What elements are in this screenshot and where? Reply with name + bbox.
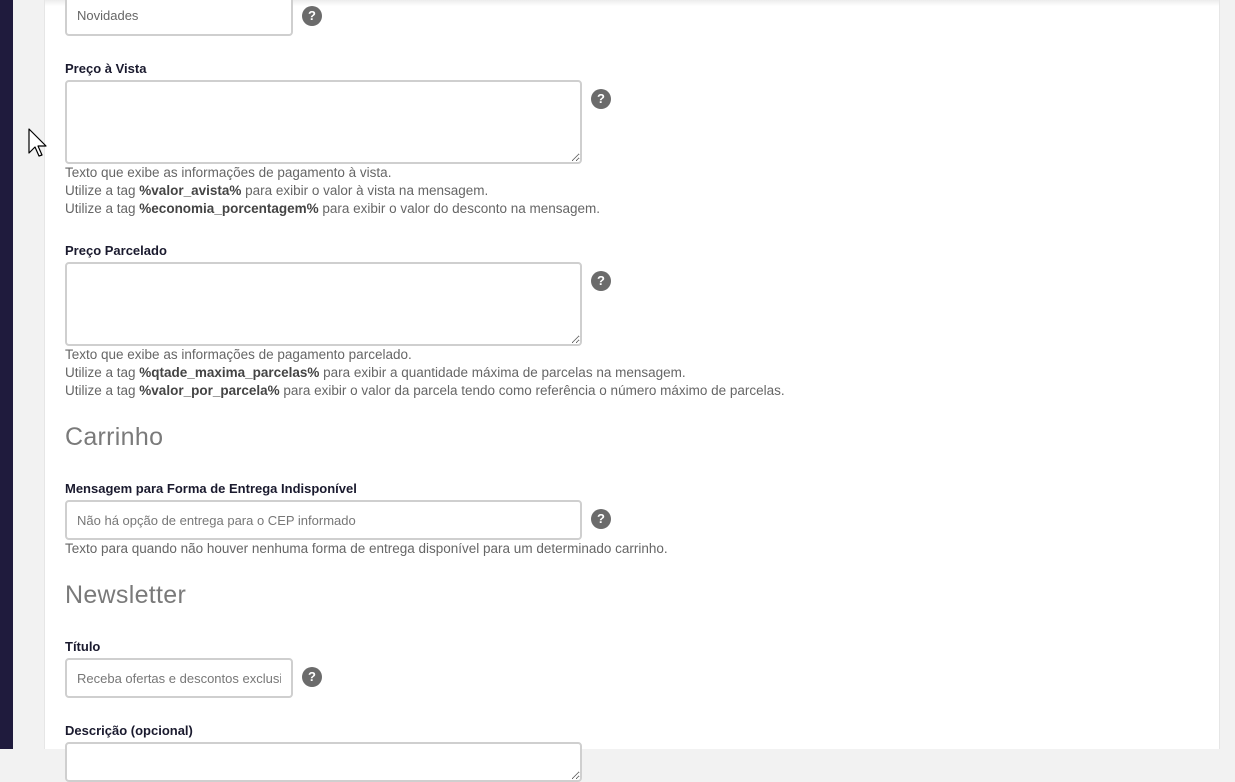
question-circle-icon[interactable]: ? [302, 6, 322, 26]
tag-code: %economia_porcentagem% [139, 201, 319, 216]
entrega-indisponivel-label: Mensagem para Forma de Entrega Indisponível [65, 481, 357, 496]
entrega-indisponivel-input[interactable] [65, 500, 582, 540]
question-circle-icon[interactable]: ? [591, 89, 611, 109]
newsletter-titulo-input[interactable] [65, 658, 293, 698]
newsletter-descricao-label: Descrição (opcional) [65, 723, 193, 738]
help-text: Utilize a tag [65, 183, 140, 198]
help-text-line [65, 182, 600, 200]
mouse-pointer-icon [28, 128, 48, 158]
help-text-line: Texto que exibe as informações de pagamento parcelado. [65, 347, 412, 362]
settings-panel [44, 0, 1220, 749]
help-text: para exibir o valor do desconto na mensagem. [318, 201, 601, 216]
help-text: Utilize a tag [65, 201, 140, 216]
help-text: para exibir o valor da parcela tendo como referência o número máximo de parcelas. [279, 383, 785, 398]
preco-parcelado-label: Preço Parcelado [65, 243, 167, 258]
help-text-line [65, 382, 785, 400]
section-title-carrinho: Carrinho [65, 423, 164, 451]
question-circle-icon[interactable]: ? [591, 509, 611, 529]
question-circle-icon[interactable]: ? [591, 271, 611, 291]
novidades-input[interactable] [65, 0, 293, 36]
help-text-line [65, 200, 600, 218]
preco-parcelado-textarea[interactable] [65, 262, 582, 346]
preco-vista-label: Preço à Vista [65, 61, 147, 76]
tag-code: %qtade_maxima_parcelas% [139, 365, 320, 380]
app-sidebar-edge [0, 0, 13, 749]
help-text: para exibir o valor à vista na mensagem. [241, 183, 489, 198]
preco-vista-help [65, 164, 600, 218]
newsletter-titulo-label: Título [65, 639, 101, 654]
preco-parcelado-help [65, 346, 785, 400]
tag-code: %valor_por_parcela% [139, 383, 280, 398]
tag-code: %valor_avista% [139, 183, 242, 198]
entrega-indisponivel-help: Texto para quando não houver nenhuma forma de entrega disponível para um determinado carrinho. [65, 541, 668, 556]
help-text: Utilize a tag [65, 365, 140, 380]
newsletter-descricao-textarea[interactable] [65, 742, 582, 782]
question-circle-icon[interactable]: ? [302, 667, 322, 687]
help-text-line: Texto que exibe as informações de pagamento à vista. [65, 165, 392, 180]
help-text: Utilize a tag [65, 383, 140, 398]
section-title-newsletter: Newsletter [65, 581, 187, 609]
help-text: para exibir a quantidade máxima de parcelas na mensagem. [319, 365, 686, 380]
preco-vista-textarea[interactable] [65, 80, 582, 164]
help-text-line [65, 364, 785, 382]
